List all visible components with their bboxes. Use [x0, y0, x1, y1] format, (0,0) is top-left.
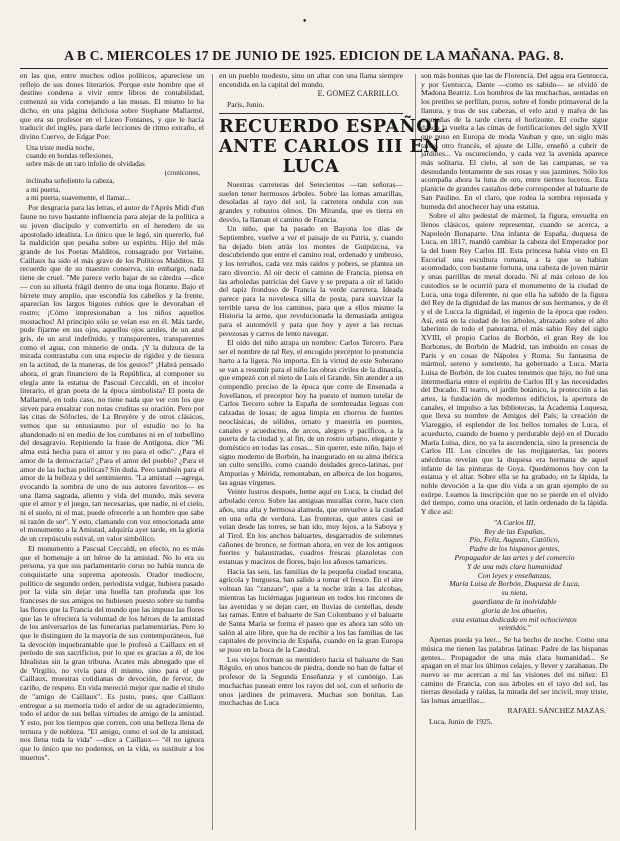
- inscription-line: Pío, Feliz, Augusto, Católico,: [469, 535, 560, 545]
- page-header: A B C. MIERCOLES 17 DE JUNIO DE 1925. EDICION DE LA MAÑANA. PAG. 8.: [64, 48, 564, 63]
- column-divider-2: [415, 74, 416, 830]
- col3-paragraph-2: Sobre el alto pedestal de mármol, la figura, envuelta en llenos clásicos, quiere representar, cuando se acerca, a Napoleón Bonaparte. Una infanta de España, duquesa de Luca, en 1817, mandó cambiar la cabeza del Emperador por la del buen Rey Carlos III. Esta princesa había visto en El Escorial una escultura romana, a la que se habían acomodado, con bastante fortuna, una cabeza de joven mártir y unas parrillas de metal dorado. Ni al más celoso de los custodios se le ocurrió para el monumento de la ciudad de Luca, una toga diferente, ni que ella ha sabido de la figura del Rey de la dignidad de las manos de sus hermanos, y de él y el de Lucca la dignidad, el ingenio de la época que rodeo. Así, está en la ciudad de los árboles, abrazado sobre el alto laberinto de todo el panorama, el más sabio Rey del siglo XVIII, el propio Carlos de Borbón, el gran Rey de los Borbones, de Borbón de Madrid, tan imbuido en cosas de París y en cosas de Nápoles y Roma. Su fantasma de mármol, sereno y sonriente, ha gobernado a Luca. María Luisa de Borbón, de los cuales tenemos que hijo, no fué una intermediaria entre el espíritu de Carlos III y las necesidades del Ducado. El teatro, el jardín botánico, la protección a las artes, la fundación de modernos edificios, la apertura de canales, el impulso a las bibliotecas, la Academia Luquesa, que lleva su nombre de Amigos del País; la creación de Viareggio, el esplendor de los bellos tornales de Luca, el acueducto, cuando de bueno y perdurable dejó en el Ducado María Luisa, dice, no ya la ascendencia, sino la presencia de Carlos III. Los cinceles de las mojigaterías, las peores anécdotas revelan que la duquesa era hermana de aquel infante de las pinturas de Goya. Quedémonos hoy con la estatua y el altar. Sobre ella se ha grabado, en la lápida, la noble devoción a la que dio vida a un gran ejemplo de su estirpe. Leamos la inscripción que no se pierde en el olvido del tiempo, como una oración, el latín ordenado de la lápida. Y dice así:: [421, 211, 608, 517]
- inscription-line: Y de una más clara humanidad: [467, 561, 562, 571]
- col2-paragraph-3: Un niño, que ha pasado en Bayona los días de Septiembre, vuelve a ver el paisaje de su Patria, y, cuando ha dejado bien atrás los montes de Guipúzcoa, va descubriendo que entre el camino real, ordenado y umbroso, y los terruños, cada vez más raídos y pobres, se plantea un raro divorcio. Al oír decir el camino de Francia, piensa en las arboledas patricias del Gave y se prepara a oír el latido del tapiz frondoso de Francia la verde carretera. Ideada parece para la novelesca silla de posta, para suavizar la terrible tarea de los caminos, para que a ellos mismo la Historia la arme, que revolucionada la demasiada antigua para el automóvil y para que hoy y ayer a las recuas perezosas y carros de lento navegar.: [219, 224, 403, 338]
- column-2: [219, 71, 446, 832]
- inscription-line: Con leyes y enseñanzas,: [477, 570, 552, 580]
- column-3: [421, 72, 608, 832]
- poem-line: inclinaba soñoliento la cabeza,: [26, 177, 115, 186]
- inscription-line: Rey de las Españas,: [484, 526, 545, 536]
- author-signature-sanchez-mazas: RAFAEL SÁNCHEZ MAZAS.: [507, 705, 606, 715]
- header-rule: [20, 68, 608, 69]
- inscription-line: Propagador de las artes y del comercio: [454, 553, 575, 563]
- poem-cuervo: [26, 144, 204, 203]
- col1-paragraph-2: Por desgracia para las letras, el autor de l'Après Midi d'un faune no tuvo bastante influencia para alejar de la política a su joven discípulo y convertirlo en el heredero de su apostolado idealista. Lo único que le legó, sin quererlo, fué la maldición que pesaba sobre su espíritu. Hijo del más grande de los Poetas Malditos, consagrado por Verlaine, Caillaux ha sido el más grave de los Políticos Malditos. El recuerdo que de su maestro conserva, sin embargo, nada tiene de cruel. "Me parece verlo bajar de su cátedra —dice— con su silueta frágil dentro de una toga flotante. Bajo el birrete muy amplio, que escondía los cabellos y la frente, aparecían los largos bigotes rubios que le devoraban el rostro; ¡Cómo impresionaban a los niños aquellos mostachos! Al principio sólo se veían eso en él. Más tarde, pude fijarme en sus ojos, aquellos ojos azules, de un azul gris, de un azul indefinido, y transparentes, transparentes como el agua, con misterio de onda. ¡Y la dulzura de la mirada contrastaba con una especie de rigidez y de tiesura en la actitud, de la maneras, de los gestos!" ¡Habrá pensado ahora, el gran financiero de la República, al componer su elegía ante la estatua de Pascual Ceccaldi, en el incolor literario, el gran poeta de la época simbolista? El poeta de Mallarmé, en todo caso, no tiene nada que ver con los que sirven para ensalzar con notas cruditas su oración. Pero por las citas de Sófocles, de La Bruyère y de otros clásicos, vemos que su entusiasmo por el estudio no lo ha abandonado ni en medio de los combates ni en el torbellino del desagravio. Repitiendo la frase de Antígona, dice "Mi alma está hecha para el amor y no para el odio". ¿Para el amor de la democracia? ¿Para el amor del pueblo? ¿Para el amor de las luchas políticas? Sin duda. Pero también para el amor de la belleza y del sentimiento. "La amistad —agrega, evocando la sombra de uno de sus autores favoritos— es una llama sagrada, aliento y vida del mundo, más severa que el amor y el juego, tan necesarias, que nadie, ni el cielo, ni el suelo, ni el mar, puede ofrecerle a un hombre que sabe ni razón de ser". Y esto, clamando con voz emocionada ante el monumento a la Amistad, adquiría ayer tarde, en la gloria de un crepúsculo estival, un valor simbólico.: [20, 203, 204, 544]
- poem-line: sobre más de un raro infolio de olvidadas: [26, 160, 145, 169]
- column-divider-1: [212, 74, 213, 830]
- poem-line: a mi puerta, suavemente, el llamar...: [26, 194, 130, 203]
- article-title: [219, 116, 446, 177]
- inscription-line: María Luisa de Borbón, Duquesa de Luca,: [449, 579, 580, 589]
- newspaper-page: [20, 8, 608, 834]
- col3-paragraph-3: Apenas pueda ya leer... Se ha hecho de noche. Como una música me tienen las palabras latinas: Padre de las hispanas gentes... Propagador de una más clara humanidad... Se apagan en el mar los últimos celajes, y llever y zarahanas. De nuevo se me acercan a mí las visiones del mi niñez: El camino de Francia, con sus árboles en el rayo del sol, las tierras desolada y raídas, la mirada del ser incivil, muy triste, las lomas amarillas...: [421, 635, 608, 706]
- title-line: LUCA: [282, 156, 340, 177]
- inscription-line: "A Carlos III,: [493, 517, 536, 527]
- col2-paragraph-5: Veinte lustros después, heme aquí en Luca, la ciudad del arbolado cerco. Sobre las antiguas murallas corre, hace cien años, una alta y hermosa alameda, que envuelve a la ciudad en una orla de verdura. Las fronteras, que antes casi se veían desde las torres, se han ido, muy lejos, a la Saboya y al Tirol. En los anchos baluartes, desgarrados de solemnes cañones de bronce, se forman ahora, en vez de los antiguos fuertes y balaustradas, cuadros frescas plazoletas con estatuas y macizos de flores, bajo los añosos tamarices.: [219, 487, 403, 567]
- inscription-line: Padre de los hispanos gentes,: [469, 544, 560, 554]
- poem-line: cuando en hondas reflexiones,: [26, 152, 114, 161]
- article-separator: [219, 113, 403, 114]
- inscription-line: su nieta,: [501, 588, 528, 598]
- title-line: ANTE CARLOS III EN: [219, 136, 441, 157]
- title-line: RECUERDO ESPAÑOL: [219, 116, 446, 137]
- col2-paragraph-7: Los viejos forman su mentidero hacia el baluarte de San Régulo, en unos bancos de piedra, donde no han de faltar el profesor de la Segunda Enseñanza y el canónigo. Las muchachas pasean entre los rayos del sol, con el señorío de unos jardines de primavera. Muchas son bonitas. Las muchachas de Luca: [219, 654, 403, 708]
- inscription-line: guardiana de la inolvidable: [472, 597, 557, 607]
- col2-paragraph-1: en un pueblo modesto, sino un altar con una llama siempre encendida en la capital del mundo.: [219, 71, 403, 89]
- poem-line: Una triste media noche,: [26, 143, 95, 152]
- inscription-line: gloria de los abuelos,: [481, 605, 548, 615]
- col2-paragraph-2: Nuestras carreteras del Setecientos —tan señoras— suelen tener hermosos árboles. Sobre las lomas amarillas, desoladas al rayo del sol, la carretera ondula con sus grandes y robustos olmos. Dn Miranda, que es tierra en desvío, la llaman el camino de Francia.: [219, 179, 403, 224]
- col3-paragraph-1: son más bonitas que las de Florencia. Del agua era Gentucca, y por Gentucca, Dante —como es sabido— se olvidó de Madona Beatriz. Los hombros de las muchachas, sentadas en los pretiles se perfilan, puros, sobre el fondo primaveral de la llanura, y tras de sus cabezas, el velo azul y malva de las montañas de la tarde cierra el horizonte. El coche sigue dando la vuelta a las cimas de fortificaciones del siglo XVII que puso en Europa de moda Vauban y que, un siglo más tarde, otro francés, el ajuste de Lille, enseñó a cubrir de jardines... Va oscureciendo, y cada vez la avenida aparece más solitaria. El cielo, al son de las campanas, se va desnudando lentamente de sus rosas y sus jazmines. Sólo los acompaña ahora la luna de oro, entre tiernos luceros. Esta planicie de grandes castaños debe corresponder al baluarte de San Paulino. En el claro, que rodea la sombra reposada y humeda del anochecer hay una estatua.: [421, 71, 608, 211]
- column-1: [20, 72, 204, 832]
- dateline-paris: París, Junio.: [227, 100, 265, 110]
- dateline-luca: Luca, Junio de 1925.: [429, 716, 493, 726]
- inscription-line: esta estatua dedicada en mil ochocientos: [452, 614, 577, 624]
- statue-inscription: [421, 519, 608, 633]
- poem-line: a mi puerta,: [26, 185, 61, 194]
- top-mark: •: [302, 17, 308, 27]
- col1-paragraph-1: en las que, entre muchos odios políticos, aparecíese un reflejo de sus dones literarios. Porque este hombre que el destino condena a vivir entre libros de contabilidad, comenzó su vida cortejando a las musas. El mismo lo ha dicho, en una página deliciosa sobre Stephane Mallarmé, que era su profesor en el Liceo Fontanes, y que le hacía traducir del inglés, para darle lecciones de ritmo extraño, el divino Cuervo, de Edgar Poe:: [20, 71, 204, 141]
- col2-paragraph-6: Hacia las seis, las familias de la pequeña ciudad toscana, agrícola y burguesa, han salido a tomar el fresco. En el aire voltean las "zanzare", que a la noche irán a las alcobas, mientras las luciérnagas juguetean en todos los rincones de las avenidas y se dejan caer, en lluvias de centellas, desde las ramas. Entre el baluarte de San Colombano y el baluarte de Santa María se forma el paseo que es ahora tan sólo un salón al aire libre, que ha de recibir a los las familias de las capitales de provincia de España, cuando en la gran Europa se puso en la boca de la Catedral.: [219, 566, 403, 655]
- author-signature-gomez-carrillo: E. GOMEZ CARRILLO.: [317, 89, 399, 99]
- col2-paragraph-4: El oído del niño atrapa un nombre: Carlos Tercero. Para ser el nombre de tal Rey, el encogido preceptor lo pronuncia harto a la ligera. No importa. En la virtud de este Soberano se van a resumir para el niño las obras civiles de la dinastía, que empezó con el nieto de Luis el Grande. Sin atender a un compendio preciso de la época que corre de Ensenada a Jovellanos, el preceptor hoy ha puesto el numen tutelar de Carlos Tercero sobre la España de sombreadas leguas con calzadas de losas; de agua limpia en chorros de fuentes neoclásicas, de sólidos, ornato y maestría en puentes, canales y acueductos, de arcos, alegres y pacíficos, a la puerta de la ciudad y, al fin, de un rostro urbano, elegante y doméstico en todas las cosas... Sin querer, este niño, bajo el signo moderno de Borbón, ha inaugurado en su alma ibérica un culto sencillo, como cuando deidades greco-latinas, por Ampurias y Mérida, remontaban, en alberca de los hogares, las aguas vírgenes.: [219, 338, 403, 487]
- col1-paragraph-3: El monumento a Pascual Ceccaldi, en efecto, no es más que el homenaje a un héroe de la amistad. No lo era su persona, ya que sus parlamentario corso no había nunca de conquistarle una suprema apoteosis. Orador mediocre, político de segundo orden, periodista vulgar, hubiera pasado por la vida sin dejar una huella tan profunda que los franceses de sus amigos no hubiesen puesto sobre su tumba las flores que la Francia del mundo que las impuso las flores que las le ofreciera la voluntad de los héroes de la amistad de los aniversarios de las funerarias parlamentarias. Pero lo que le distinguen de la mayoría de sus contemporáneos, fué la devoción inquebrantable que le profesó a Caillaux en el período de sus sacrificios, por lo que es gracias a él, de los Idealistas sin la gran tribuna. Acates más abnegado que el de Virgilio, no vivía para él mismo, sino para el que Caillaux, muestras cotidianas de devoción, de fervor, de cariño, de respeto. En vida mereció mejor que nadie el título de "amigo de Caillaux". Es justo, pues, que Caillaux entregue a su memoria todo el ardor de su agradecimiento, todo el ardor de sus bellas virtudes de amigo de la amistad. Y esto, por los tiempos que corren, con una belleza llena de ternura y de nobleza. "El amigo, como el sol de la amistad, nos llena toda la vida" —dice a Caillaux— "él no ignora que lo único que no podemos, en la vida, es sustituir a los muertos".: [20, 543, 204, 762]
- inscription-line: veintidós.": [498, 623, 531, 633]
- poem-line: (cronicones,: [164, 168, 200, 177]
